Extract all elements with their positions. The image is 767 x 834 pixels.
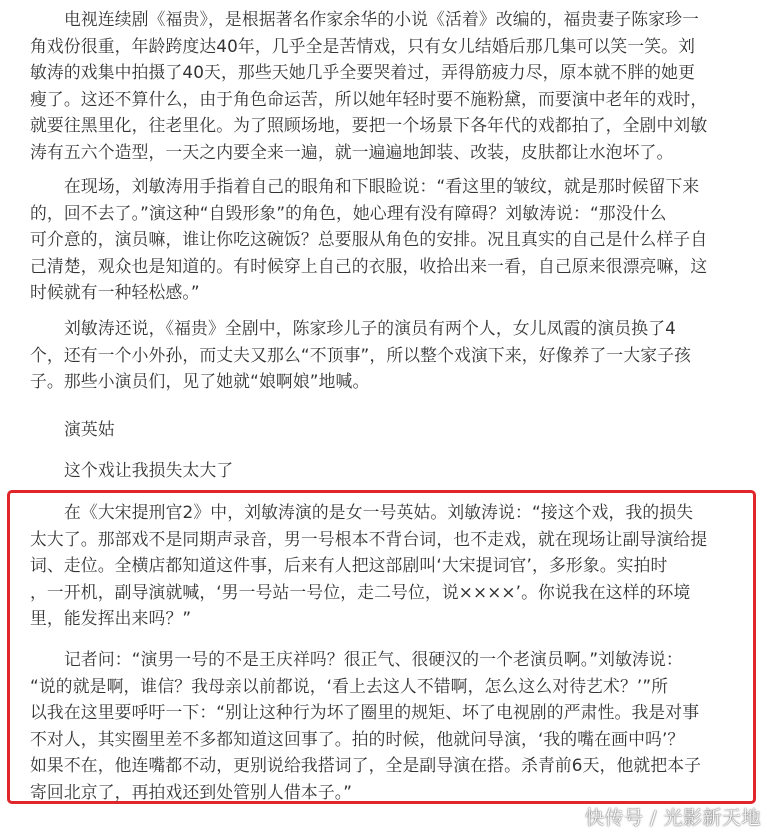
- text-line: 己清楚，观众也是知道的。有时候穿上自己的衣服，收拾出来一看，自己原来很漂亮嘛，这: [30, 255, 708, 276]
- paragraph-reporter-question: [30, 646, 750, 805]
- text-line: 电视连续剧《福贵》，是根据著名作家余华的小说《活着》改编的，福贵妻子陈家珍一: [64, 9, 699, 29]
- text-line: 在《大宋提刑官2》中，刘敏涛演的是女一号英姑。刘敏涛说：“接这个戏，我的损失: [64, 502, 694, 522]
- text-line: 记者问：“演男一号的不是王庆祥吗？很正气、很硬汉的一个老演员啊。”刘敏涛说：: [64, 649, 683, 669]
- paragraph-fugui-role: [30, 6, 750, 165]
- paragraph-on-set-wrinkles: [30, 173, 750, 306]
- text-line: 角戏份很重，年龄跨度达40年，几乎全是苦情戏，只有女儿结婚后那几集可以笑一笑。刘: [30, 35, 696, 56]
- text-line: 敏涛的戏集中拍摄了40天，那些天她几乎全要哭着过，弄得筋疲力尽，原本就不胖的她更: [30, 62, 696, 82]
- text-line: 寄回北京了，再拍戏还到处管别人借本子。”: [30, 781, 353, 802]
- section-heading: [30, 416, 750, 443]
- text-line: 词、走位。全横店都知道这件事，后来有人把这部剧叫‘大宋提词官’，多形象。实拍时: [30, 555, 668, 575]
- text-line: 如果不在，他连嘴都不动，更别说给我搭词了，全是副导演在搭。杀青前6天，他就把本子: [30, 755, 702, 775]
- paragraph-child-actors: [30, 315, 750, 395]
- text-line: 里，能发挥出来吗？”: [30, 608, 192, 628]
- text-line: 的，回不去了。”演这种“自毁形象”的角色，她心理有没有障碍？刘敏涛说：“那没什么: [30, 202, 667, 223]
- text-line: 子。那些小演员们，见了她就“娘啊娘”地喊。: [30, 371, 370, 391]
- paragraph-yinggu-role: [30, 499, 750, 632]
- section-subheading-text: 这个戏让我损失太大了: [64, 460, 234, 480]
- text-line: 在现场，刘敏涛用手指着自己的眼角和下眼睑说：“看这里的皱纹，就是那时候留下来: [64, 176, 700, 196]
- text-line: 以我在这里要呼吁一下：“别让这种行为坏了圈里的规矩、坏了电视剧的严肃性。我是对事: [30, 702, 700, 722]
- text-line: ，一开机，副导演就喊，‘男一号站一号位，走二号位，说××××’。你说我在这样的环境: [30, 581, 691, 602]
- section-subheading: [30, 457, 750, 484]
- text-line: 个，还有一个小外孙，而丈夫又那么“不顶事”，所以整个戏演下来，好像养了一大家子孩: [30, 344, 692, 365]
- text-line: “说的就是啊，谁信？我母亲以前都说，‘看上去这人不错啊，怎么这么对待艺术？’”所: [30, 675, 669, 696]
- text-line: 瘦了。这还不算什么，由于角色命运苦，所以她年轻时要不施粉黛，而要演中老年的戏时，: [30, 88, 708, 109]
- watermark: 快传号 / 光影新天地: [585, 807, 761, 829]
- section-heading-text: 演英姑: [64, 419, 115, 439]
- text-line: 就要往黑里化，往老里化。为了照顾场地，要把一个场景下各年代的戏都拍了，全剧中刘敏: [30, 115, 708, 135]
- text-line: 不对人，其实圈里差不多都知道这回事了。拍的时候，他就问导演，‘我的嘴在画中吗’？: [30, 728, 685, 749]
- text-line: 可介意的，演员嘛，谁让你吃这碗饭？总要服从角色的安排。况且真实的自己是什么样子自: [30, 229, 708, 249]
- text-line: 刘敏涛还说，《福贵》全剧中，陈家珍儿子的演员有两个人，女儿凤霞的演员换了4: [64, 318, 676, 338]
- text-line: 时候就有一种轻松感。”: [30, 282, 200, 302]
- text-line: 太大了。那部戏不是同期声录音，男一号根本不背台词，也不走戏，就在现场让副导演给提: [30, 528, 708, 549]
- text-line: 涛有五六个造型，一天之内要全来一遍，就一遍遍地卸装、改装，皮肤都让水泡坏了。: [30, 141, 674, 162]
